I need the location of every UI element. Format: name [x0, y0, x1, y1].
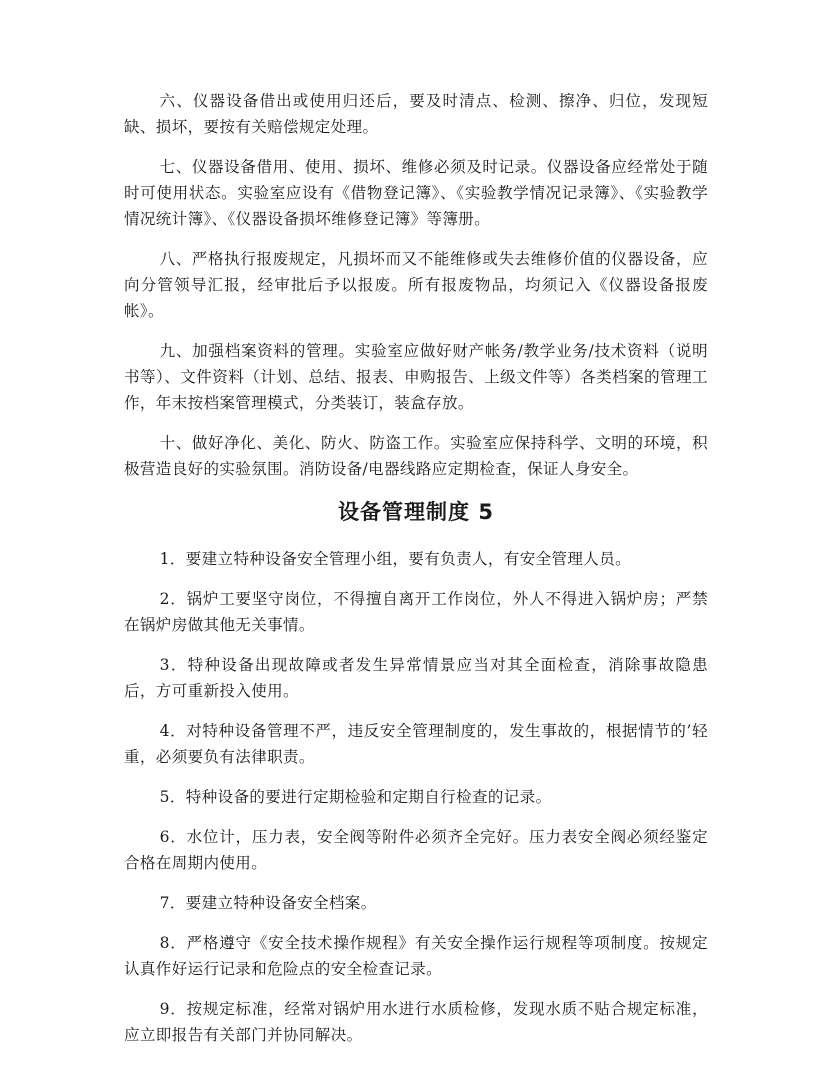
paragraph-item-10: 十、做好净化、美化、防火、防盗工作。实验室应保持科学、文明的环境，积极营造良好的实验氛围。消防设备/电器线路应定期检查，保证人身安全。 — [124, 434, 708, 478]
paragraph-item-9: 九、加强档案资料的管理。实验室应做好财产帐务/教学业务/技术资料（说明书等）、文件资料（计划、总结、报表、申购报告、上级文件等）各类档案的管理工作，年末按档案管理模式，分类装订，装盒存放。 — [124, 342, 708, 412]
rule-item-1: 1．要建立特种设备安全管理小组，要有负责人，有安全管理人员。 — [159, 550, 632, 568]
paragraph-item-6: 六、仪器设备借出或使用归还后，要及时清点、检测、擦净、归位，发现短缺、损坏，要按有关赔偿规定处理。 — [124, 92, 708, 136]
rule-item-2: 2．锅炉工要坚守岗位，不得擅自离开工作岗位，外人不得进入锅炉房；严禁在锅炉房做其他无关事情。 — [124, 590, 708, 634]
rule-item-5: 5．特种设备的要进行定期检验和定期自行检查的记录。 — [159, 788, 552, 806]
rule-item-4: 4．对特种设备管理不严，违反安全管理制度的，发生事故的，根据情节的’轻重，必须要负有法律职责。 — [124, 722, 708, 766]
rule-item-3: 3．特种设备出现故障或者发生异常情景应当对其全面检查，消除事故隐患后，方可重新投入使用。 — [124, 656, 708, 700]
document-page — [124, 88, 708, 1062]
paragraph-item-7: 七、仪器设备借用、使用、损坏、维修必须及时记录。仪器设备应经常处于随时可使用状态。实验室应设有《借物登记簿》、《实验教学情况记录簿》、《实验教学情况统计簿》、《仪器设备损坏维修登记簿》等簿册。 — [124, 158, 708, 228]
section-title: 设备管理制度 5 — [338, 500, 494, 524]
rule-item-7: 7．要建立特种设备安全档案。 — [159, 894, 377, 912]
rule-item-6: 6．水位计，压力表，安全阀等附件必须齐全完好。压力表安全阀必须经鉴定合格在周期内使用。 — [124, 828, 708, 872]
paragraph-item-8: 八、严格执行报废规定，凡损坏而又不能维修或失去维修价值的仪器设备，应向分管领导汇报，经审批后予以报废。所有报废物品，均须记入《仪器设备报废帐》。 — [124, 250, 708, 320]
rule-item-8: 8．严格遵守《安全技术操作规程》有关安全操作运行规程等项制度。按规定认真作好运行记录和危险点的安全检查记录。 — [124, 934, 708, 978]
rule-item-9: 9．按规定标准，经常对锅炉用水进行水质检修，发现水质不贴合规定标准，应立即报告有关部门并协同解决。 — [124, 1000, 708, 1044]
